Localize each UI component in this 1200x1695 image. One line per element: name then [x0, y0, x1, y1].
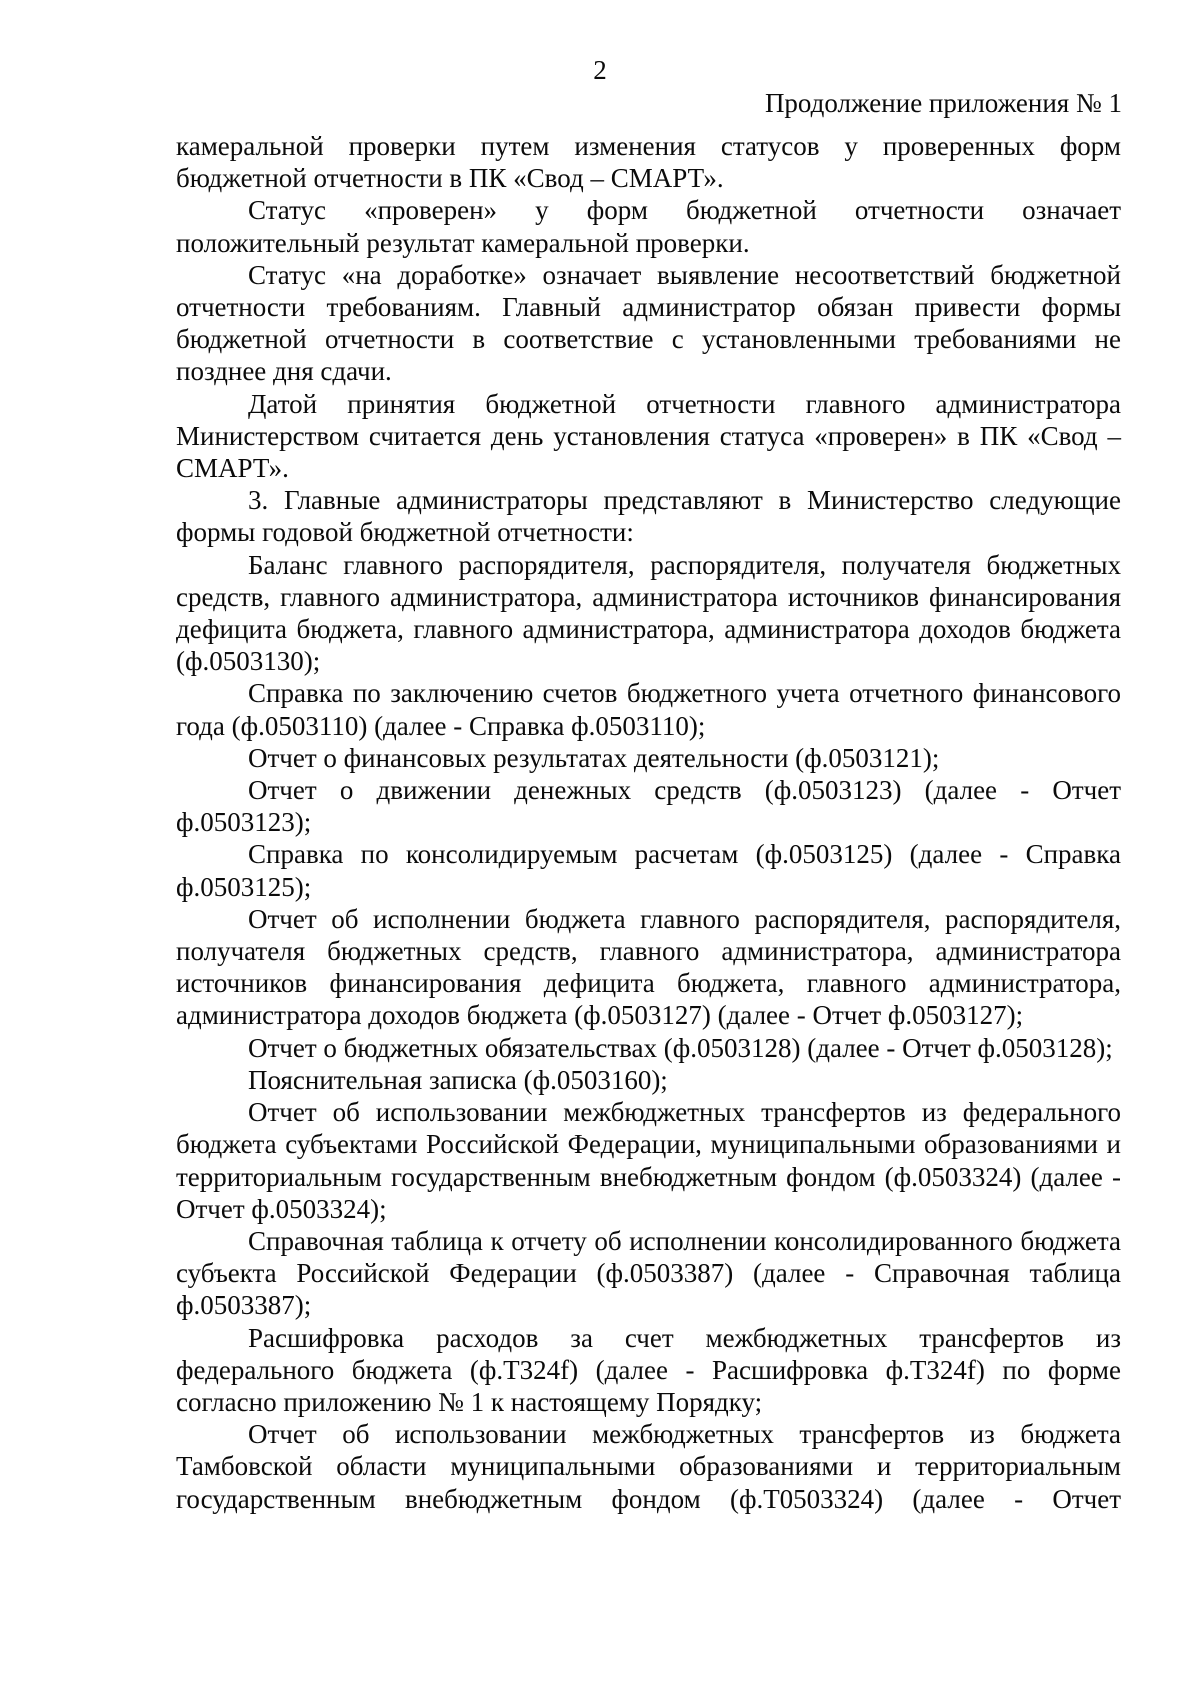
page-number: 2 — [593, 55, 607, 85]
paragraph-item-3-intro: 3. Главные администраторы представляют в Министерство следующие формы годовой бюджетной отчетности: — [176, 485, 1121, 548]
list-item-report-0503127: Отчет об исполнении бюджета главного распорядителя, распорядителя, получателя бюджетных средств, главного администратора, администратора источников финансирования дефицита бюджета, главного администратора, администратора доходов бюджета (ф.0503127) (далее - Отчет ф.0503127); — [176, 903, 1121, 1031]
list-item-report-0503324: Отчет об использовании межбюджетных трансфертов из федерального бюджета субъектами Российской Федерации, муниципальными образованиями и территориальным государственным внебюджетным фондом (ф.0503324) (далее - Отчет ф.0503324); — [176, 1097, 1121, 1224]
paragraph-status-revision: Статус «на доработке» означает выявление несоответствий бюджетной отчетности требованиям. Главный администратор обязан привести формы бюджетной отчетности в соответствие с установленными требованиями не позднее дня сдачи. — [176, 259, 1121, 387]
list-item-report-0503121: Отчет о финансовых результатах деятельности (ф.0503121); — [248, 742, 940, 773]
document-body — [176, 130, 1121, 1515]
list-item-breakdown-t324f: Расшифровка расходов за счет межбюджетных трансфертов из федерального бюджета (ф.Т324f) (далее - Расшифровка ф.Т324f) по форме согласно приложению № 1 к настоящему Порядку; — [176, 1322, 1121, 1417]
list-item-reference-0503125: Справка по консолидируемым расчетам (ф.0503125) (далее - Справка ф.0503125); — [176, 839, 1121, 902]
list-item-report-0503123: Отчет о движении денежных средств (ф.0503123) (далее - Отчет ф.0503123); — [176, 775, 1121, 838]
list-item-reference-0503110: Справка по заключению счетов бюджетного учета отчетного финансового года (ф.0503110) (далее - Справка ф.0503110); — [176, 678, 1121, 741]
list-item-balance-0503130: Баланс главного распорядителя, распорядителя, получателя бюджетных средств, главного администратора, администратора источников финансирования дефицита бюджета, главного администратора, администратора доходов бюджета (ф.0503130); — [176, 549, 1121, 677]
paragraph-status-checked: Статус «проверен» у форм бюджетной отчетности означает положительный результат камеральной проверки. — [176, 195, 1121, 258]
list-item-explanatory-note-0503160: Пояснительная записка (ф.0503160); — [248, 1064, 668, 1095]
paragraph-acceptance-date: Датой принятия бюджетной отчетности главного администратора Министерством считается день установления статуса «проверен» в ПК «Свод – СМАРТ». — [176, 388, 1121, 484]
list-item-reference-table-0503387: Справочная таблица к отчету об исполнении консолидированного бюджета субъекта Российской Федерации (ф.0503387) (далее - Справочная таблица ф.0503387); — [176, 1225, 1121, 1321]
appendix-continuation-note: Продолжение приложения № 1 — [764, 88, 1122, 118]
list-item-report-0503128: Отчет о бюджетных обязательствах (ф.0503128) (далее - Отчет ф.0503128); — [248, 1032, 1113, 1063]
list-item-report-t0503324: Отчет об использовании межбюджетных трансфертов из бюджета Тамбовской области муниципальными образованиями и территориальным государственным внебюджетным фондом (ф.Т0503324) (далее - Отчет — [176, 1419, 1121, 1514]
paragraph-camera-check-continuation: камеральной проверки путем изменения статусов у проверенных форм бюджетной отчетности в ПК «Свод – СМАРТ». — [176, 131, 1121, 194]
